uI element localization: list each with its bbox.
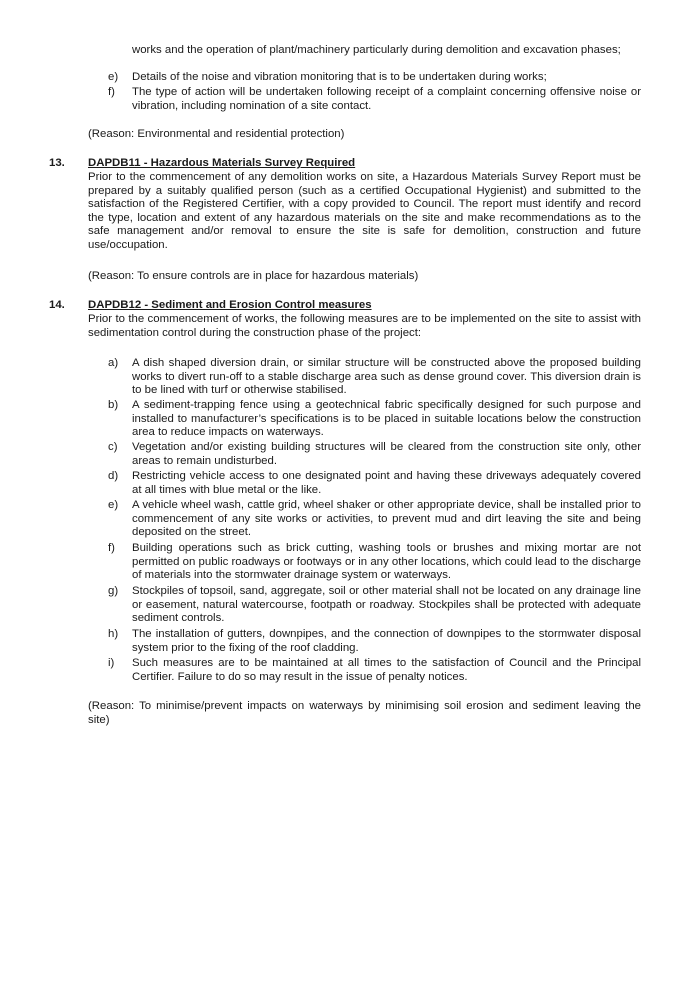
list-item-d	[108, 470, 641, 497]
condition-number-13: 13.	[49, 157, 65, 169]
condition-body-14: Prior to the commencement of works, the following measures are to be implemented on the site to assist with sedimentation control during the construction phase of the project:	[88, 313, 641, 339]
list-item-text: A vehicle wheel wash, cattle grid, wheel shaker or other appropriate device, shall be installed prior to commencement of any site works or activities, to prevent mud and dirt leaving the site and being deposited on the street.	[132, 499, 641, 539]
list-marker: a)	[108, 357, 119, 369]
list-item-text: Details of the noise and vibration monitoring that is to be undertaken during works;	[132, 71, 547, 83]
list-marker: h)	[108, 628, 119, 640]
reason-environmental: (Reason: Environmental and residential protection)	[88, 128, 345, 140]
list-marker: e)	[108, 499, 119, 511]
list-item-c	[108, 441, 641, 468]
list-item-text: A sediment-trapping fence using a geotechnical fabric specifically designed for such purpose and installed to manufacturer’s specifications is to be placed in suitable locations below the construction area to reduce impacts on waterways.	[132, 399, 641, 439]
list-item-text: The type of action will be undertaken following receipt of a complaint concerning offensive noise or vibration, including nomination of a site contact.	[132, 86, 641, 112]
list-marker: c)	[108, 441, 118, 453]
list-marker: b)	[108, 399, 119, 411]
list-marker: f)	[108, 86, 115, 98]
list-item-text: Restricting vehicle access to one designated point and having these driveways adequately covered at all times with blue metal or the like.	[132, 470, 641, 496]
list-marker: f)	[108, 542, 115, 554]
list-item-text: Vegetation and/or existing building structures will be cleared from the construction site only, other areas to remain undisturbed.	[132, 441, 641, 467]
list-item-text: The installation of gutters, downpipes, and the connection of downpipes to the stormwater disposal system prior to the fixing of the roof cladding.	[132, 628, 641, 654]
list-marker: i)	[108, 657, 115, 669]
list-item-text: Building operations such as brick cutting, washing tools or brushes and mixing mortar are not permitted on public roadways or footways or in any other locations, which could lead to the discharge of materials into the stormwater drainage system or waterways.	[132, 542, 641, 582]
list-item-e	[108, 71, 641, 85]
list-item-continuation: works and the operation of plant/machinery particularly during demolition and excavation phases;	[132, 44, 621, 56]
list-marker: e)	[108, 71, 119, 83]
list-item-g	[108, 585, 641, 626]
list-item-text: Such measures are to be maintained at all times to the satisfaction of Council and the Principal Certifier. Failure to do so may result in the issue of penalty notices.	[132, 657, 641, 683]
condition-title-13: DAPDB11 - Hazardous Materials Survey Required	[88, 157, 356, 169]
reason-sediment: (Reason: To minimise/prevent impacts on waterways by minimising soil erosion and sediment leaving the site)	[88, 700, 641, 726]
condition-body-13: Prior to the commencement of any demolition works on site, a Hazardous Materials Survey Report must be prepared by a suitably qualified person (such as a certified Occupational Hygienist) and submitted to the satisfaction of the Registered Certifier, with a copy provided to Council. The report must identify and record the type, location and extent of any hazardous materials on the site and make recommendations as to the safe management and/or removal to ensure the site is safe for demolition, construction and future use/occupation.	[88, 171, 641, 251]
list-item-text: Stockpiles of topsoil, sand, aggregate, soil or other material shall not be located on any drainage line or easement, natural watercourse, footpath or roadway. Stockpiles shall be protected with adequate sediment controls.	[132, 585, 641, 625]
list-marker: d)	[108, 470, 119, 482]
list-item-e2	[108, 499, 641, 540]
list-item-b	[108, 399, 641, 440]
list-item-f2	[108, 542, 641, 583]
list-marker: g)	[108, 585, 119, 597]
reason-hazardous: (Reason: To ensure controls are in place for hazardous materials)	[88, 270, 419, 282]
list-item-text: A dish shaped diversion drain, or similar structure will be constructed above the proposed building works to divert run-off to a stable discharge area such as dense ground cover. This diversion drain is to be lined with turf or otherwise stabilised.	[132, 357, 641, 397]
condition-number-14: 14.	[49, 299, 65, 311]
list-item-h	[108, 628, 641, 655]
list-item-i	[108, 657, 641, 684]
condition-title-14: DAPDB12 - Sediment and Erosion Control measures	[88, 299, 372, 311]
list-item-f	[108, 86, 641, 113]
list-item-a	[108, 357, 641, 398]
